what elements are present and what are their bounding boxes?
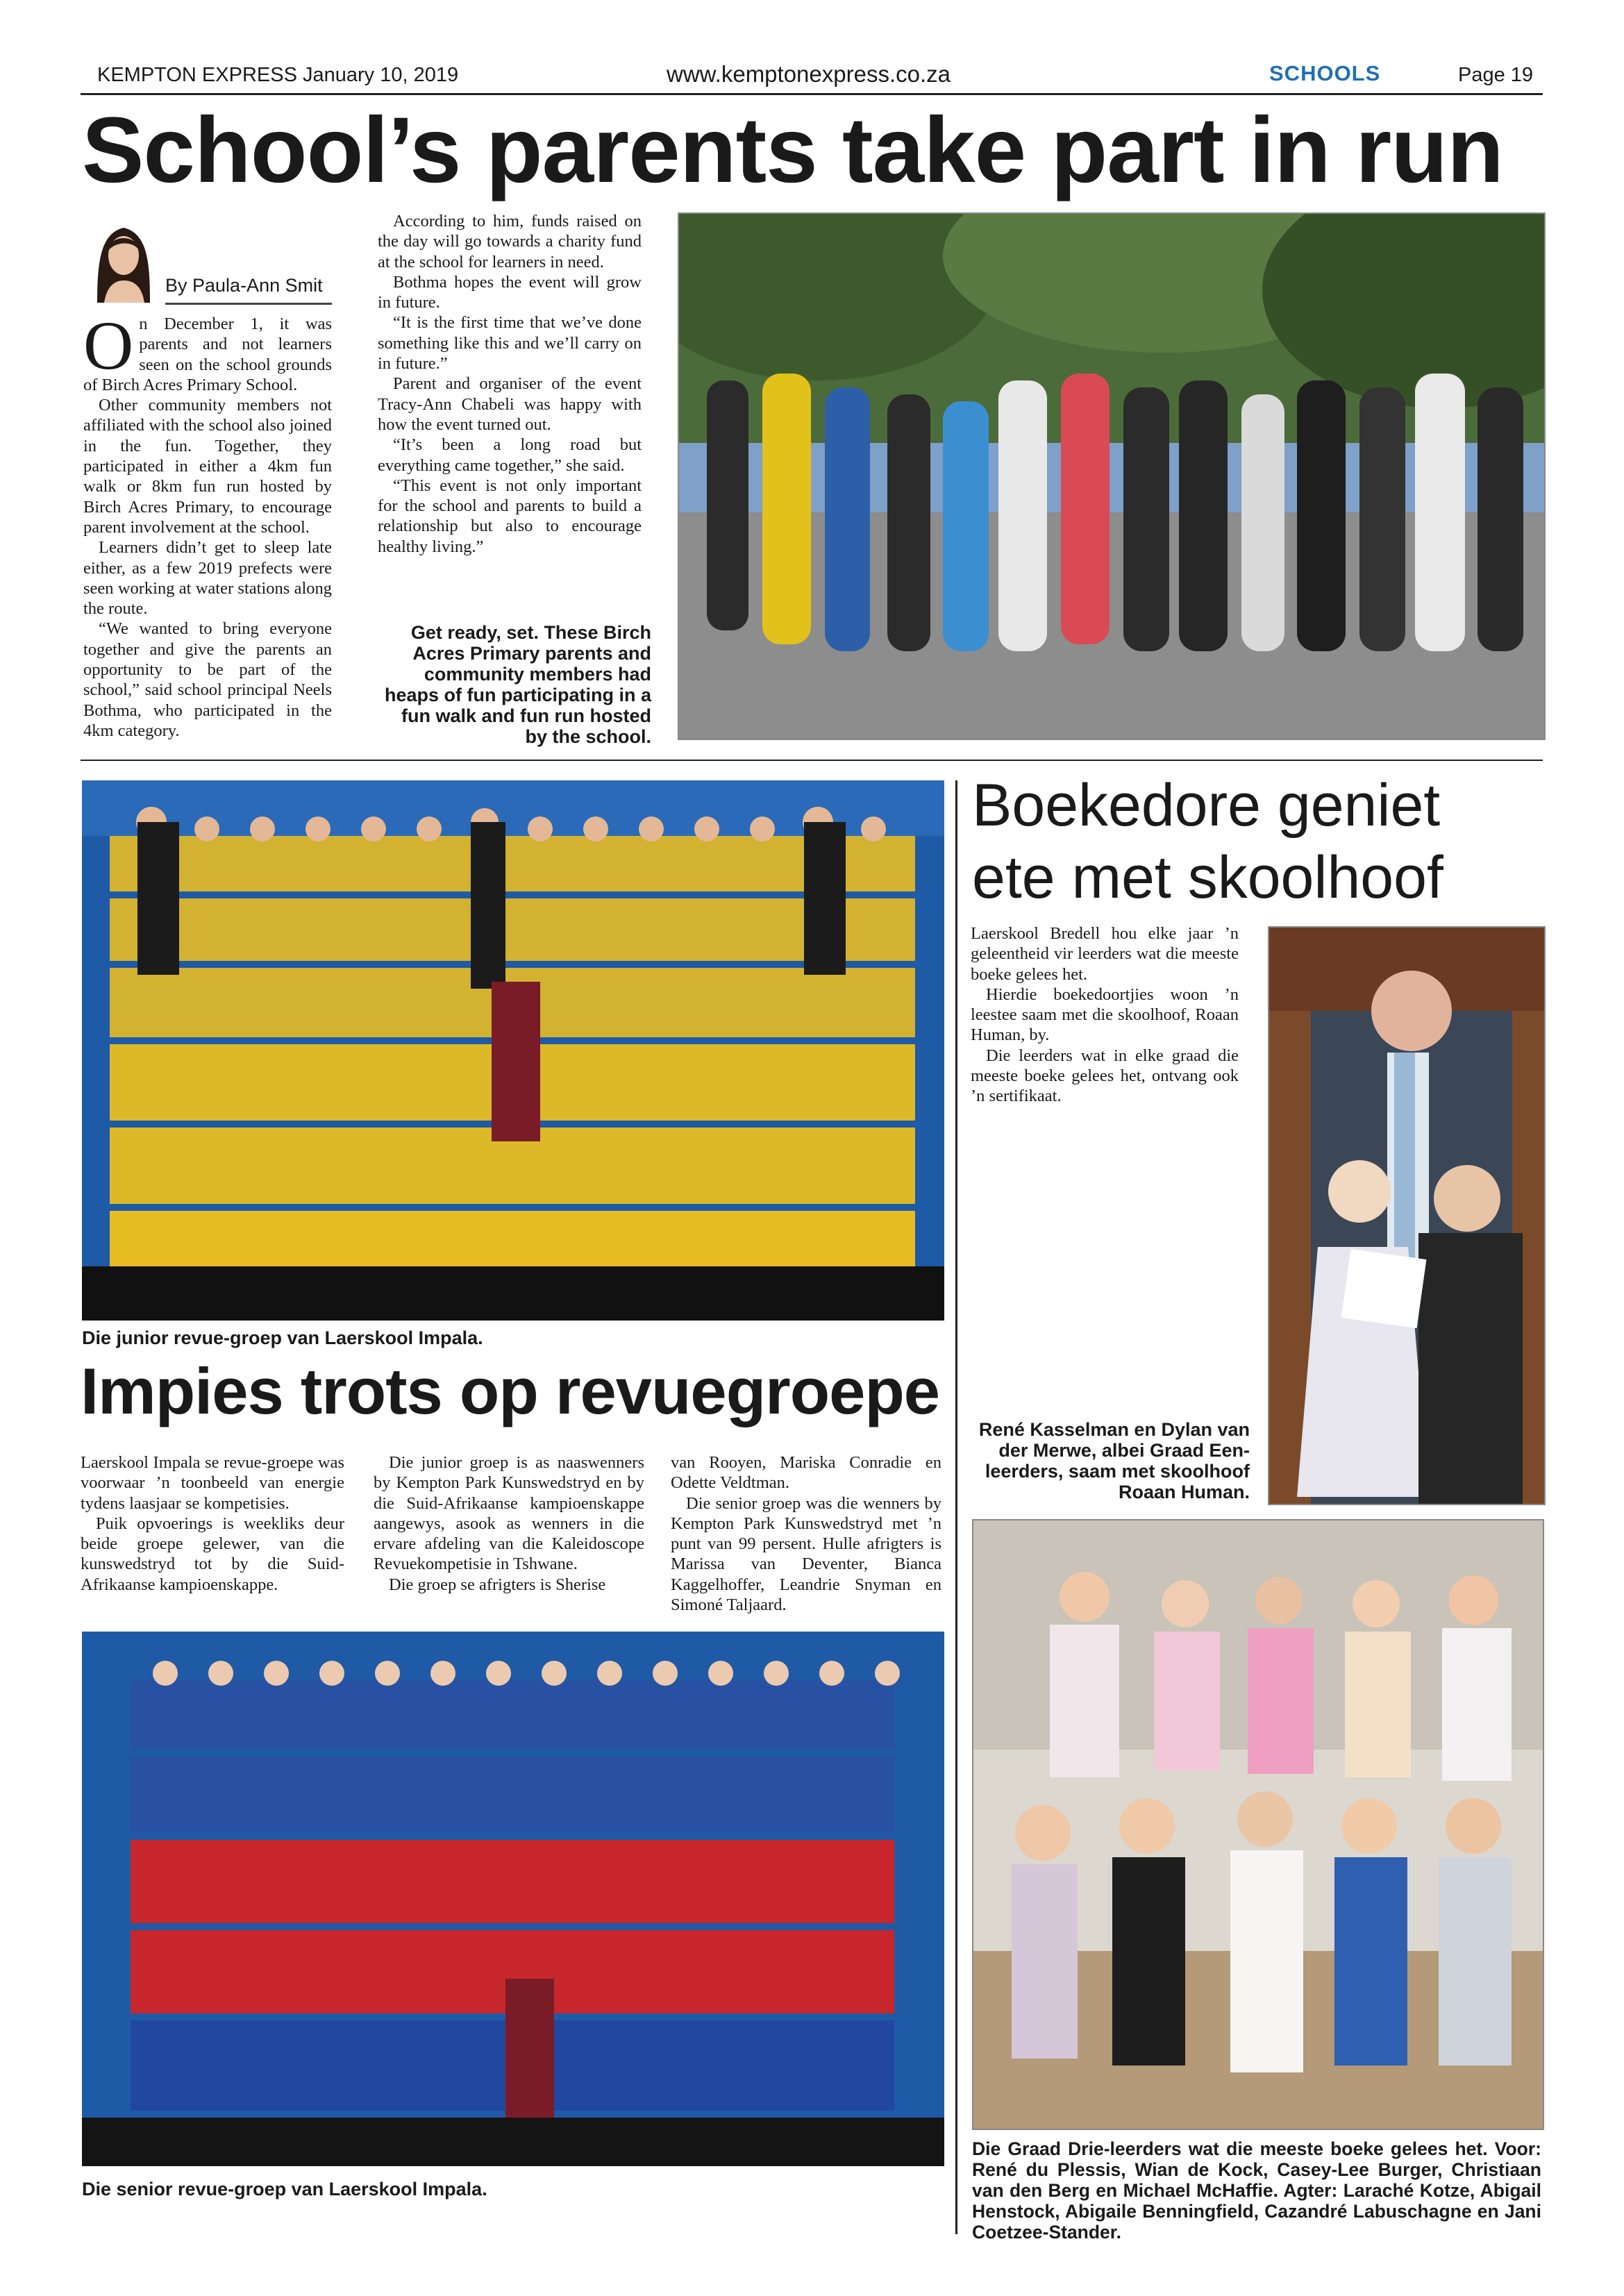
article3-para: Laerskool Bredell hou elke jaar ’n geleentheid vir leerders wat die meeste boeke gelees het.	[971, 924, 1239, 984]
article1-col2-para: “It’s been a long road but everything came together,” she said.	[378, 435, 642, 475]
grade3-learners-caption: Die Graad Drie-leerders wat die meeste boeke gelees het. Voor: René du Plessis, Wian de Kock, Casey-Lee Burger, Christiaan van den Berg en Michael McHaffie. Agter: Laraché Kotze, Abigail Henstock, Abigaile Benningfield, Cazandré Labuschagne en Jani Coetzee-Stander.	[972, 2138, 1541, 2243]
senior-revue-photo	[82, 1632, 944, 2166]
article2-column3	[671, 1452, 941, 1615]
article1-column2	[378, 211, 642, 557]
article2-col2-para: Die groep se afrigters is Sherise	[389, 1575, 606, 1594]
article2-col2-para: Die junior groep is as naaswenners by Kempton Park Kunswedstryd en by die Suid-Afrikaanse kampioenskappe aangewys, asook as wenners in die ervare afdeling van die Kaleidoscope Revuekompetisie in Tshwane.	[374, 1453, 644, 1574]
article2-headline: Impies trots op revuegroepe	[81, 1355, 940, 1427]
article1-col1-para: Other community members not affiliated with the school also joined in the fun. Together, they participated in either a 4km fun walk or 8km fun run hosted by Birch Acres Primary, to encourage parent involvement at the school.	[83, 396, 332, 537]
header-rule	[81, 93, 1543, 95]
column-rule	[955, 780, 957, 2234]
article1-dropcap: O	[83, 307, 134, 384]
header-section: SCHOOLS	[1269, 61, 1381, 85]
principal-photo-caption: René Kasselman en Dylan van der Merwe, albei Graad Een-leerders, saam met skoolhoof Roaan Human.	[978, 1419, 1250, 1502]
principal-photo	[1268, 926, 1546, 1505]
article3-para: Die leerders wat in elke graad die meeste boeke gelees het, ontvang ook ’n sertifikaat.	[971, 1046, 1239, 1106]
article1-col2-para: According to him, funds raised on the day will go towards a charity fund at the school for learners in need.	[378, 212, 642, 271]
article2-col1-para: Laerskool Impala se revue-groepe was voorwaar ’n toonbeeld van energie tydens laasjaar se kompetisies.	[81, 1453, 344, 1513]
article1-col2-para: Parent and organiser of the event Tracy-Ann Chabeli was happy with how the event turned out.	[378, 374, 642, 434]
article1-col2-para: “It is the first time that we’ve done something like this and we’ll carry on in future.”	[378, 313, 642, 374]
article3-body	[971, 923, 1239, 1107]
article1-byline: By Paula-Ann Smit	[165, 275, 323, 296]
article1-headline: School’s parents take part in run	[82, 99, 1503, 202]
author-photo	[83, 212, 164, 303]
article2-col3-para: van Rooyen, Mariska Conradie en Odette Veldtman.	[671, 1453, 941, 1493]
article3-headline-line1: Boekedore geniet	[972, 772, 1441, 839]
header-page-number: Page 19	[1458, 64, 1534, 86]
fun-run-photo	[678, 212, 1546, 740]
byline-rule	[165, 303, 332, 305]
article1-column1	[83, 307, 332, 741]
header-url[interactable]: www.kemptonexpress.co.za	[667, 61, 951, 87]
article3-headline-line2: ete met skoolhoof	[972, 844, 1443, 911]
article1-col1-para: “We wanted to bring everyone together and give the parents an opportunity to be part of the school,” said school principal Neels Bothma, who participated in the 4km category.	[83, 619, 332, 740]
junior-revue-photo	[82, 780, 944, 1321]
article1-col1-para: Learners didn’t get to sleep late either, as a few 2019 prefects were seen working at water stations along the route.	[83, 538, 332, 619]
senior-revue-caption: Die senior revue-groep van Laerskool Impala.	[82, 2179, 487, 2199]
junior-revue-caption: Die junior revue-groep van Laerskool Impala.	[82, 1327, 483, 1348]
article1-col2-para: “This event is not only important for the school and parents to build a relationship but also to encourage healthy living.”	[378, 476, 642, 556]
article2-column1	[81, 1452, 344, 1595]
section-rule	[81, 760, 1543, 761]
article3-para: Hierdie boekedoortjies woon ’n leestee saam met die skoolhoof, Roaan Human, by.	[971, 984, 1239, 1045]
header-publication-date: KEMPTON EXPRESS January 10, 2019	[97, 64, 459, 86]
article1-col2-para: Bothma hopes the event will grow in future.	[378, 272, 642, 312]
article2-col3-para: Die senior groep was die wenners by Kempton Park Kunswedstryd met ’n punt van 99 persent. Hulle afrigters is Marissa van Deventer, Bianca Kaggelhoffer, Leandrie Snyman en Simoné Taljaard.	[671, 1493, 941, 1615]
grade3-learners-photo	[972, 1519, 1544, 2130]
article3-headline	[972, 769, 1443, 914]
article2-col1-para: Puik opvoerings is weekliks deur beide groepe gelewer, van die kunswedstryd tot by die Suid-Afrikaanse kampioenskappe.	[81, 1514, 344, 1594]
article1-col1-para: n December 1, it was parents and not learners seen on the school grounds of Birch Acres Primary School.	[83, 315, 332, 394]
article1-caption: Get ready, set. These Birch Acres Primary parents and community members had heaps of fun participating in a fun walk and fun run hosted by the school.	[384, 622, 651, 747]
article2-column2	[374, 1452, 644, 1595]
